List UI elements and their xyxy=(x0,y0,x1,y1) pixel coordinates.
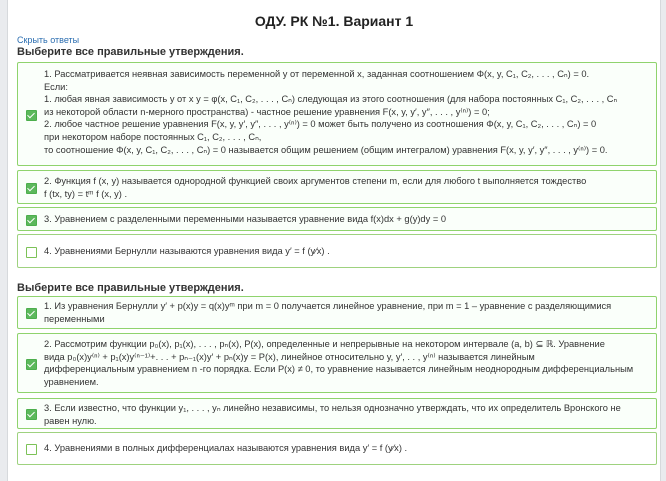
q1-option-2-checkbox[interactable] xyxy=(26,183,37,194)
q2-option-4-checkbox[interactable] xyxy=(26,444,37,455)
q1-option-1-text: 1. Рассматривается неявная зависимость переменной y от переменной x, заданная соотношением Φ(x, y, C₁, C₂, . . . , Cₙ) = 0. Если: 1. любая явная зависимость y от x y = φ(x, C₁, C₂, . . . , Cₙ) следующая из этого соотношения (для набора постоянных C₁, C₂, . . . , Cₙ из некоторой области n-мерного пространства) - частное решение уравнения F(x, y, y′, y″, . . . , y⁽ⁿ⁾) = 0; 2. любое частное решение уравнения F(x, y, y′, y″, . . . , y⁽ⁿ⁾) = 0 может быть получено из соотношения Φ(x, y, C₁, C₂, . . . , Cₙ) = 0 при некотором наборе постоянных C₁, C₂, . . . , Cₙ, то соотношение Φ(x, y, C₁, C₂, . . . , Cₙ) = 0 называется общим решением (общим интегралом) уравнения F(x, y, y′, y″, . . . , y⁽ⁿ⁾) = 0. xyxy=(44,69,618,155)
q2-option-4-text: 4. Уравнениями в полных дифференциалах называются уравнения вида y′ = f (y⁄x) . xyxy=(44,443,408,453)
q1-option-4-text: 4. Уравнениями Бернулли называются уравнения вида y′ = f (y⁄x) . xyxy=(44,246,330,256)
q1-option-3-checkbox[interactable] xyxy=(26,215,37,226)
q1-option-4[interactable] xyxy=(17,234,657,268)
q1-option-2[interactable] xyxy=(17,170,657,204)
page-title: ОДУ. РК №1. Вариант 1 xyxy=(254,13,414,29)
q1-option-1[interactable] xyxy=(17,62,657,166)
q1-option-3-text: 3. Уравнением с разделенными переменными называется уравнение вида f(x)dx + g(y)dy = 0 xyxy=(44,214,447,224)
question-2-heading: Выберите все правильные утверждения. xyxy=(17,282,244,294)
q2-option-3-checkbox[interactable] xyxy=(26,409,37,420)
q1-option-4-checkbox[interactable] xyxy=(26,247,37,258)
quiz-page xyxy=(7,0,661,481)
q2-option-3[interactable] xyxy=(17,398,657,429)
hide-answers-link[interactable]: Скрыть ответы xyxy=(17,35,80,45)
q2-option-2-text: 2. Рассмотрим функции p₀(x), p₁(x), . . . , pₙ(x), P(x), определенные и непрерывные на некотором интервале (a, b) ⊆ ℝ. Уравнение вида p₀(x)y⁽ⁿ⁾ + p₁(x)y⁽ⁿ⁻¹⁾+. . . + pₙ₋₁(x)y′ + pₙ(x)y = P(x), линейное относительно y, y′, . . , y⁽ⁿ⁾ называется линейным дифференциальным уравнением n -го порядка. Если P(x) ≠ 0, то уравнение называется линейным неоднородным дифференциальным уравнением. xyxy=(44,339,634,387)
q2-option-2-checkbox[interactable] xyxy=(26,359,37,370)
q2-option-4[interactable] xyxy=(17,432,657,465)
q1-option-2-text: 2. Функция f (x, y) называется однородной функцией своих аргументов степени m, если для любого t выполняется тождество f (tx, ty) = tᵐ f (x, y) . xyxy=(44,176,587,199)
q2-option-2[interactable] xyxy=(17,333,657,393)
q2-option-1-checkbox[interactable] xyxy=(26,308,37,319)
q1-option-3[interactable] xyxy=(17,207,657,231)
question-1-heading: Выберите все правильные утверждения. xyxy=(17,46,244,58)
q1-option-1-checkbox[interactable] xyxy=(26,110,37,121)
q2-option-3-text: 3. Если известно, что функции y₁, . . . , yₙ линейно независимы, то нельзя однозначно утверждать, что их определитель Вронского не равен нулю. xyxy=(44,403,621,426)
q2-option-1-text: 1. Из уравнения Бернулли y′ + p(x)y = q(x)yᵐ при m = 0 получается линейное уравнение, при m = 1 – уравнение с разделяющимися переменными xyxy=(44,301,612,324)
q2-option-1[interactable] xyxy=(17,296,657,329)
